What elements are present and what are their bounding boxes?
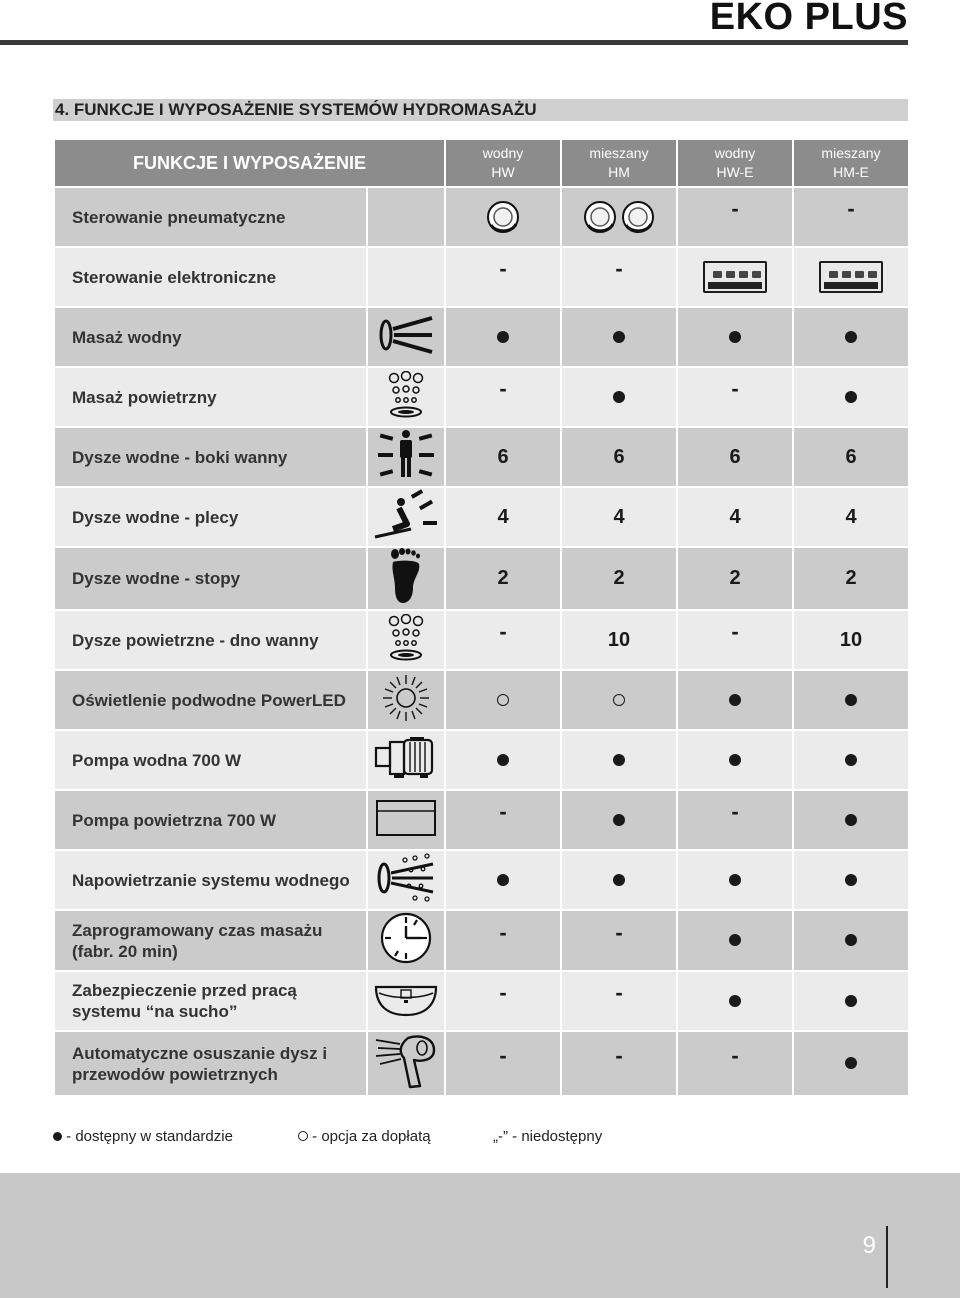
standard-dot <box>677 850 793 910</box>
feature-label: Masaż powietrzny <box>54 367 367 427</box>
feature-label: Automatyczne osuszanie dysz i przewodów powietrznych <box>54 1031 367 1096</box>
filled-dot-icon <box>497 331 509 343</box>
feature-label: Oświetlenie podwodne PowerLED <box>54 670 367 730</box>
column-type: wodny <box>482 145 524 161</box>
empty-icon-cell <box>367 187 445 247</box>
blower-icon <box>367 790 445 850</box>
standard-dot <box>561 367 677 427</box>
filled-dot-icon <box>845 1057 857 1069</box>
filled-dot-icon <box>729 874 741 886</box>
table-row <box>54 247 909 307</box>
pneumatic-control <box>561 187 677 247</box>
standard-dot <box>677 307 793 367</box>
legend-standard <box>53 1128 233 1145</box>
nozzle-count: 4 <box>445 487 561 547</box>
unavailable-dash: - <box>561 971 677 1031</box>
nozzle-count: 2 <box>561 547 677 610</box>
standard-dot <box>793 1031 909 1096</box>
column-header <box>445 139 561 187</box>
table-row <box>54 730 909 790</box>
feature-label: Masaż wodny <box>54 307 367 367</box>
table-row <box>54 610 909 670</box>
nozzle-count: 4 <box>793 487 909 547</box>
column-type: mieszany <box>589 145 649 161</box>
standard-dot <box>793 850 909 910</box>
filled-dot-icon <box>729 694 741 706</box>
empty-icon-cell <box>367 247 445 307</box>
filled-dot-icon <box>845 934 857 946</box>
feature-label: Dysze powietrzne - dno wanny <box>54 610 367 670</box>
foot-icon <box>367 547 445 610</box>
filled-dot-icon <box>729 331 741 343</box>
legend-option-text: - opcja za dopłatą <box>312 1128 431 1145</box>
table-row <box>54 487 909 547</box>
unavailable-dash: - <box>445 247 561 307</box>
unavailable-dash: - <box>445 971 561 1031</box>
filled-dot-icon <box>845 874 857 886</box>
feature-label: Dysze wodne - plecy <box>54 487 367 547</box>
filled-dot-icon <box>613 391 625 403</box>
control-panel-icon <box>703 261 767 293</box>
standard-dot <box>677 910 793 971</box>
column-code: HM-E <box>833 164 869 180</box>
top-rule <box>0 40 908 45</box>
unavailable-dash: - <box>677 610 793 670</box>
feature-label: Pompa powietrzna 700 W <box>54 790 367 850</box>
table-row <box>54 971 909 1031</box>
feature-label: Pompa wodna 700 W <box>54 730 367 790</box>
electronic-control <box>677 247 793 307</box>
unavailable-dash: - <box>677 187 793 247</box>
pneumatic-button-icon <box>486 200 520 234</box>
nozzle-count: 2 <box>793 547 909 610</box>
nozzle-count: 6 <box>561 427 677 487</box>
unavailable-dash: - <box>445 367 561 427</box>
legend-option <box>298 1128 431 1145</box>
filled-dot-icon <box>845 754 857 766</box>
empty-circle-icon <box>497 694 509 706</box>
option-circle <box>561 670 677 730</box>
filled-dot-icon <box>845 391 857 403</box>
unavailable-dash: - <box>793 187 909 247</box>
feature-label: Zaprogramowany czas masażu (fabr. 20 min) <box>54 910 367 971</box>
unavailable-dash: - <box>445 610 561 670</box>
nozzle-count: 4 <box>561 487 677 547</box>
filled-dot-icon <box>845 331 857 343</box>
sun-icon <box>367 670 445 730</box>
column-header <box>677 139 793 187</box>
standard-dot <box>561 730 677 790</box>
standard-dot <box>793 730 909 790</box>
dryer-icon <box>367 1031 445 1096</box>
unavailable-dash: - <box>445 790 561 850</box>
standard-dot <box>793 670 909 730</box>
filled-dot-icon <box>613 754 625 766</box>
legend-unavailable: „-” - niedostępny <box>493 1128 603 1145</box>
unavailable-dash: - <box>445 1031 561 1096</box>
table-row <box>54 367 909 427</box>
empty-circle-icon <box>613 694 625 706</box>
page-number: 9 <box>862 1232 876 1259</box>
clock-icon <box>367 910 445 971</box>
standard-dot <box>445 850 561 910</box>
section-title: 4. FUNKCJE I WYPOSAŻENIE SYSTEMÓW HYDROMASAŻU <box>53 99 908 121</box>
feature-label: Sterowanie elektroniczne <box>54 247 367 307</box>
nozzle-count: 10 <box>561 610 677 670</box>
filled-dot-icon <box>613 874 625 886</box>
unavailable-dash: - <box>561 1031 677 1096</box>
standard-dot <box>561 307 677 367</box>
table-row <box>54 1031 909 1096</box>
column-header <box>793 139 909 187</box>
nozzle-count: 2 <box>445 547 561 610</box>
filled-dot-icon <box>845 814 857 826</box>
nozzle-count: 2 <box>677 547 793 610</box>
tub-icon <box>367 971 445 1031</box>
column-code: HW <box>491 164 515 180</box>
features-table <box>53 138 910 1097</box>
nozzle-count: 6 <box>677 427 793 487</box>
column-header <box>561 139 677 187</box>
filled-dot-icon <box>729 754 741 766</box>
unavailable-dash: - <box>561 910 677 971</box>
nozzle-count: 6 <box>445 427 561 487</box>
column-type: mieszany <box>821 145 881 161</box>
standard-dot <box>793 307 909 367</box>
pneumatic-button-icon <box>583 200 617 234</box>
filled-dot-icon <box>729 995 741 1007</box>
electronic-control <box>793 247 909 307</box>
filled-dot-icon <box>845 694 857 706</box>
feature-label: Dysze wodne - boki wanny <box>54 427 367 487</box>
table-row <box>54 307 909 367</box>
table-row <box>54 670 909 730</box>
filled-dot-icon <box>497 754 509 766</box>
side-jets-icon <box>367 427 445 487</box>
column-code: HW-E <box>716 164 754 180</box>
water-jet-icon <box>367 307 445 367</box>
filled-dot-icon <box>497 874 509 886</box>
table-header-title: FUNKCJE I WYPOSAŻENIE <box>54 139 445 187</box>
filled-dot-icon <box>53 1132 62 1141</box>
filled-dot-icon <box>845 995 857 1007</box>
pneumatic-button-icon <box>621 200 655 234</box>
standard-dot <box>677 971 793 1031</box>
table-row <box>54 547 909 610</box>
table-header-row <box>54 139 909 187</box>
pump-icon <box>367 730 445 790</box>
standard-dot <box>793 971 909 1031</box>
air-bubbles-icon <box>367 610 445 670</box>
feature-label: Zabezpieczenie przed pracą systemu “na sucho” <box>54 971 367 1031</box>
unavailable-dash: - <box>677 367 793 427</box>
unavailable-dash: - <box>677 1031 793 1096</box>
feature-label: Sterowanie pneumatyczne <box>54 187 367 247</box>
column-code: HM <box>608 164 630 180</box>
standard-dot <box>677 730 793 790</box>
nozzle-count: 6 <box>793 427 909 487</box>
standard-dot <box>793 367 909 427</box>
unavailable-dash: - <box>677 790 793 850</box>
nozzle-count: 10 <box>793 610 909 670</box>
standard-dot <box>561 850 677 910</box>
column-type: wodny <box>714 145 756 161</box>
table-row <box>54 850 909 910</box>
empty-circle-icon <box>298 1131 308 1141</box>
standard-dot <box>445 307 561 367</box>
standard-dot <box>793 910 909 971</box>
legend-standard-text: - dostępny w standardzie <box>66 1128 233 1145</box>
filled-dot-icon <box>729 934 741 946</box>
table-row <box>54 427 909 487</box>
filled-dot-icon <box>613 814 625 826</box>
table-row <box>54 790 909 850</box>
standard-dot <box>561 790 677 850</box>
unavailable-dash: - <box>561 247 677 307</box>
standard-dot <box>677 670 793 730</box>
pneumatic-control <box>445 187 561 247</box>
brand-title: EKO PLUS <box>709 0 908 38</box>
table-row <box>54 910 909 971</box>
feature-label: Napowietrzanie systemu wodnego <box>54 850 367 910</box>
air-bubbles-icon <box>367 367 445 427</box>
aeration-icon <box>367 850 445 910</box>
page-footer <box>0 1173 960 1298</box>
standard-dot <box>445 730 561 790</box>
back-jets-icon <box>367 487 445 547</box>
table-row <box>54 187 909 247</box>
control-panel-icon <box>819 261 883 293</box>
page-number-divider <box>886 1226 888 1288</box>
standard-dot <box>793 790 909 850</box>
feature-label: Dysze wodne - stopy <box>54 547 367 610</box>
nozzle-count: 4 <box>677 487 793 547</box>
filled-dot-icon <box>613 331 625 343</box>
unavailable-dash: - <box>445 910 561 971</box>
option-circle <box>445 670 561 730</box>
